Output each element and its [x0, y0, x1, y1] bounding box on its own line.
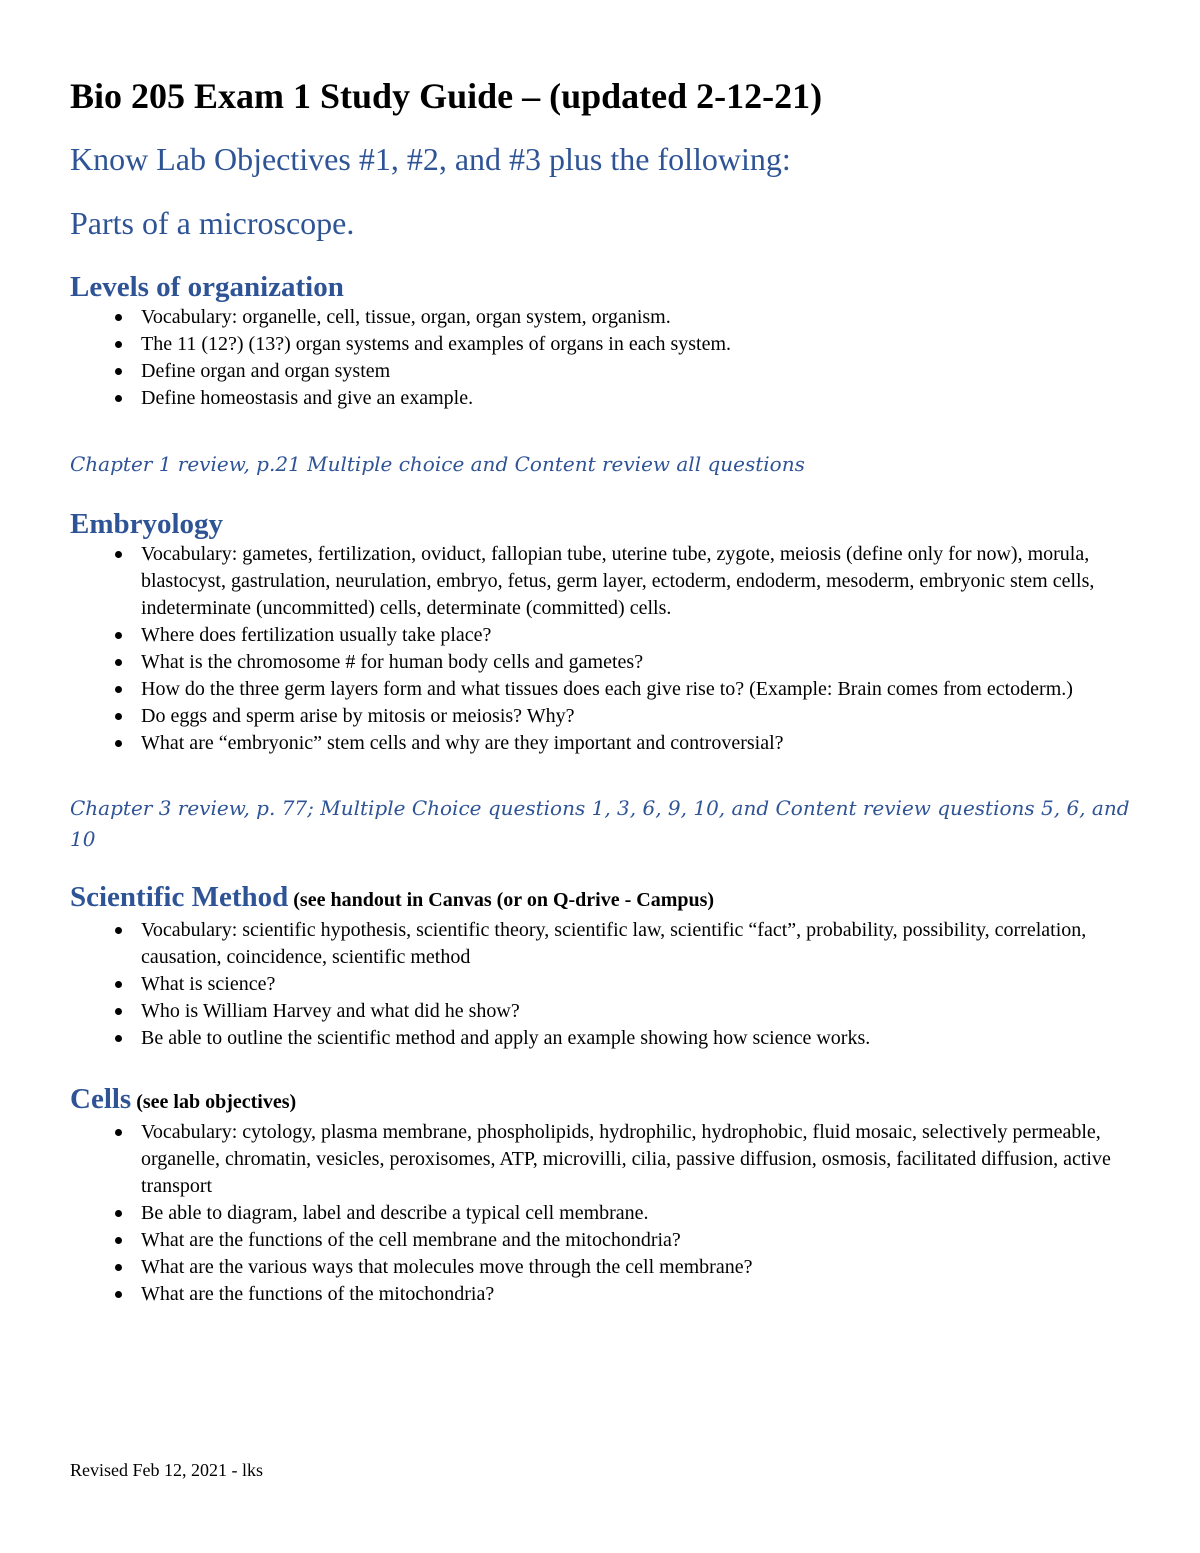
list-item [70, 703, 1132, 730]
revision-footer: Revised Feb 12, 2021 - lks [70, 1460, 263, 1480]
bullet-icon [115, 1129, 122, 1136]
bullet-icon [115, 927, 122, 934]
list-item-text: What are the functions of the cell membrane and the mitochondria? [141, 1229, 681, 1251]
bullet-icon [115, 341, 122, 348]
list-item-text: Where does fertilization usually take place? [141, 624, 492, 646]
cells-heading [70, 1082, 1132, 1119]
scientific-method-heading [70, 880, 1132, 917]
list-item [70, 917, 1132, 971]
list-item-text: How do the three germ layers form and what tissues does each give rise to? (Example: Brain comes from ectoderm.) [141, 678, 1073, 700]
bullet-icon [115, 1008, 122, 1015]
list-item-text: Do eggs and sperm arise by mitosis or meiosis? Why? [141, 705, 575, 727]
list-item [70, 541, 1132, 622]
list-item [70, 304, 1132, 331]
list-item-text: Be able to diagram, label and describe a typical cell membrane. [141, 1202, 649, 1224]
cells-list [70, 1119, 1132, 1308]
list-item-text: Vocabulary: gametes, fertilization, oviduct, fallopian tube, uterine tube, zygote, meiosis (define only for now), morula, blastocyst, gastrulation, neurulation, embryo, fetus, germ layer, ectoderm, endoderm, mesoderm, embryonic stem cells, indeterminate (uncommitted) cells, determinate (committed) cells. [141, 543, 1095, 619]
bullet-icon [115, 981, 122, 988]
bullet-icon [115, 314, 122, 321]
chapter3-review: Chapter 3 review, p. 77; Multiple Choice questions 1, 3, 6, 9, 10, and Content review questions 5, 6, and 10 [70, 796, 1130, 851]
list-item-text: Be able to outline the scientific method and apply an example showing how science works. [141, 1027, 871, 1049]
bullet-icon [115, 395, 122, 402]
list-item-text: The 11 (12?) (13?) organ systems and examples of organs in each system. [141, 333, 732, 355]
list-item [70, 1119, 1132, 1200]
bullet-icon [115, 1264, 122, 1271]
list-item-text: Vocabulary: scientific hypothesis, scientific theory, scientific law, scientific “fact”, probability, possibility, correlation, causation, coincidence, scientific method [141, 919, 1087, 968]
scientific-method-list [70, 917, 1132, 1052]
list-item-text: Who is William Harvey and what did he show? [141, 1000, 520, 1022]
list-item-text: Define homeostasis and give an example. [141, 387, 474, 409]
list-item [70, 385, 1132, 412]
bullet-icon [115, 1210, 122, 1217]
list-item [70, 649, 1132, 676]
list-item-text: What are “embryonic” stem cells and why are they important and controversial? [141, 732, 784, 754]
list-item-text: Vocabulary: cytology, plasma membrane, phospholipids, hydrophilic, hydrophobic, fluid mosaic, selectively permeable, organelle, chromatin, vesicles, peroxisomes, ATP, microvilli, cilia, passive diffusion, osmosis, facilitated diffusion, active transport [141, 1121, 1111, 1197]
list-item [70, 998, 1132, 1025]
list-item [70, 1200, 1132, 1227]
list-item [70, 1281, 1132, 1308]
list-item-text: Vocabulary: organelle, cell, tissue, organ, organ system, organism. [141, 306, 671, 328]
chapter1-review: Chapter 1 review, p.21 Multiple choice and Content review all questions [70, 452, 805, 476]
list-item-text: What are the various ways that molecules move through the cell membrane? [141, 1256, 753, 1278]
bullet-icon [115, 1237, 122, 1244]
list-item [70, 622, 1132, 649]
bullet-icon [115, 551, 122, 558]
list-item [70, 331, 1132, 358]
scientific-method-title: Scientific Method [70, 881, 289, 913]
bullet-icon [115, 1035, 122, 1042]
bullet-icon [115, 740, 122, 747]
list-item [70, 1254, 1132, 1281]
bullet-icon [115, 659, 122, 666]
document-title: Bio 205 Exam 1 Study Guide – (updated 2-12-21) [70, 76, 823, 116]
lab-objectives-line: Know Lab Objectives #1, #2, and #3 plus the following: [70, 141, 791, 177]
embryology-list [70, 541, 1132, 757]
list-item [70, 1025, 1132, 1052]
bullet-icon [115, 713, 122, 720]
microscope-parts-line: Parts of a microscope. [70, 205, 355, 241]
embryology-heading: Embryology [70, 508, 224, 540]
bullet-icon [115, 632, 122, 639]
list-item-text: What is the chromosome # for human body cells and gametes? [141, 651, 644, 673]
cells-title: Cells [70, 1083, 132, 1115]
scientific-method-note: (see handout in Canvas (or on Q-drive - Campus) [288, 889, 715, 911]
cells-note: (see lab objectives) [131, 1091, 297, 1113]
list-item [70, 676, 1132, 703]
list-item [70, 358, 1132, 385]
document-content [70, 74, 1132, 1308]
bullet-icon [115, 368, 122, 375]
list-item [70, 730, 1132, 757]
list-item-text: What are the functions of the mitochondria? [141, 1283, 495, 1305]
levels-list [70, 304, 1132, 412]
levels-heading: Levels of organization [70, 271, 344, 303]
list-item [70, 1227, 1132, 1254]
list-item-text: What is science? [141, 973, 276, 995]
list-item-text: Define organ and organ system [141, 360, 391, 382]
bullet-icon [115, 1291, 122, 1298]
list-item [70, 971, 1132, 998]
bullet-icon [115, 686, 122, 693]
